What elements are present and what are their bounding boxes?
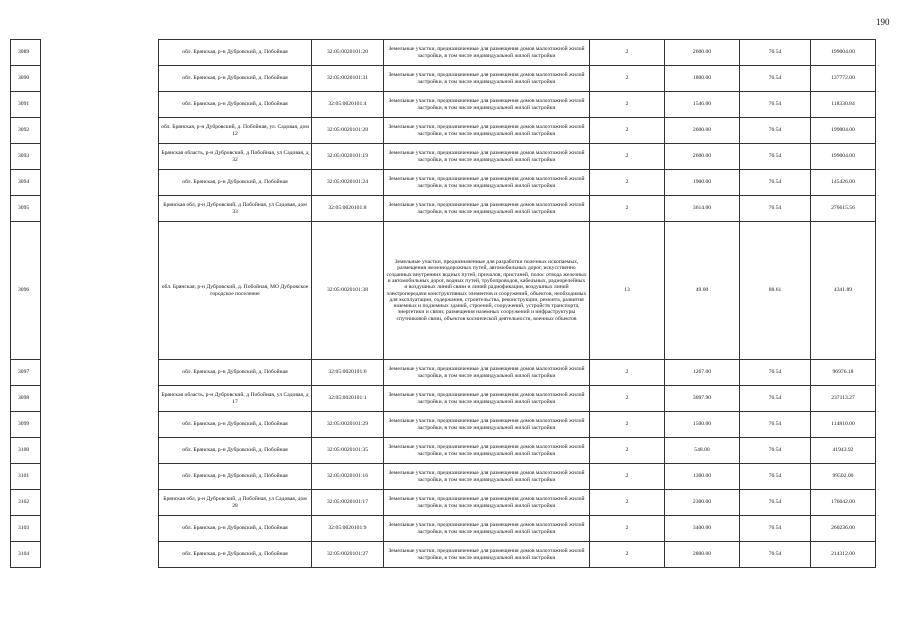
cadastral-number-cell: 32:05:0020101:20: [312, 40, 384, 66]
area-cell: 2300.00: [665, 490, 740, 516]
specific-value-cell: 76.54: [740, 170, 811, 196]
area-cell: 2600.00: [665, 118, 740, 144]
cadastral-number-cell: 32:05:0020101:9: [312, 516, 384, 542]
area-cell: 3400.00: [665, 516, 740, 542]
cadastral-value-cell: 118330.84: [811, 92, 876, 118]
specific-value-cell: 76.54: [740, 40, 811, 66]
specific-value-cell: 76.54: [740, 438, 811, 464]
address-cell: обл. Брянская, р-н Дубровский, д. Побойная: [159, 92, 312, 118]
row-number-cell: 3090: [11, 66, 41, 92]
area-cell: 2800.00: [665, 542, 740, 568]
permitted-use-cell: Земельные участки, предназначенные для размещения домов малоэтажной жилой застройки, в том числе индивидуальной жилой застройки: [384, 40, 590, 66]
table-row: [11, 92, 876, 118]
area-cell: 1267.00: [665, 360, 740, 386]
table-row: [11, 386, 876, 412]
cadastral-value-cell: 99502.00: [811, 464, 876, 490]
address-cell: обл. Брянская, р-н Дубровский, д. Побойная: [159, 542, 312, 568]
table-row: [11, 222, 876, 360]
land-use-group-cell: 2: [590, 516, 665, 542]
row-number-cell: 3098: [11, 386, 41, 412]
table-row: [11, 118, 876, 144]
permitted-use-cell: Земельные участки, предназначенные для размещения домов малоэтажной жилой застройки, в том числе индивидуальной жилой застройки: [384, 516, 590, 542]
specific-value-cell: 76.54: [740, 464, 811, 490]
cadastral-value-cell: 41943.92: [811, 438, 876, 464]
blank-gap-cell: [41, 170, 159, 196]
cadastral-number-cell: 32:05:0020101:8: [312, 196, 384, 222]
page-number: 190: [876, 17, 890, 27]
area-cell: 548.00: [665, 438, 740, 464]
table-row: [11, 170, 876, 196]
cadastral-value-cell: 276615.56: [811, 196, 876, 222]
row-number-cell: 3089: [11, 40, 41, 66]
permitted-use-cell: Земельные участки, предназначенные для разработки полезных ископаемых, размещения железнодорожных путей, автомобильных дорог, искусственно созданных внутренних водных путей, причалов, пристаней, полос отвода железных и автомобильных дорог, водных путей, трубопроводов, кабельных, радиорелейных и воздушных линий связи и линий радиофикации, воздушных линий электропередачи конструктивных элементов и сооружений, объектов, необходимых для эксплуатации, содержания, строительства, реконструкции, ремонта, развития наземных и подземных зданий, строений, сооружений, устройств транспорта, энергетики и связи; размещения наземных сооружений и инфраструктуры спутниковой связи, объектов космической деятельности, военных объектов: [384, 222, 590, 360]
table-row: [11, 360, 876, 386]
address-cell: Брянская обл, р-н Дубровский, д Побойная, ул Садовая, дом 28: [159, 490, 312, 516]
row-number-cell: 3104: [11, 542, 41, 568]
permitted-use-cell: Земельные участки, предназначенные для размещения домов малоэтажной жилой застройки, в том числе индивидуальной жилой застройки: [384, 360, 590, 386]
address-cell: Брянская область, р-н Дубровский, д Побойная, ул Садовая, д 32: [159, 144, 312, 170]
cadastral-number-cell: 32:05:0020101:16: [312, 464, 384, 490]
address-cell: Брянская обл, р-н Дубровский, д Побойная, ул Садовая, дом 33: [159, 196, 312, 222]
blank-gap-cell: [41, 196, 159, 222]
specific-value-cell: 88.61: [740, 222, 811, 360]
blank-gap-cell: [41, 516, 159, 542]
land-use-group-cell: 2: [590, 490, 665, 516]
land-use-group-cell: 2: [590, 542, 665, 568]
cadastral-value-cell: 214312.00: [811, 542, 876, 568]
table-row: [11, 412, 876, 438]
blank-gap-cell: [41, 144, 159, 170]
row-number-cell: 3102: [11, 490, 41, 516]
specific-value-cell: 76.54: [740, 196, 811, 222]
row-number-cell: 3093: [11, 144, 41, 170]
row-number-cell: 3092: [11, 118, 41, 144]
cadastral-number-cell: 32:05:0020101:6: [312, 360, 384, 386]
table-row: [11, 40, 876, 66]
address-cell: обл. Брянская, р-н Дубровский, д. Побойная: [159, 412, 312, 438]
address-cell: обл. Брянская, р-н Дубровский, д. Побойная: [159, 464, 312, 490]
row-number-cell: 3094: [11, 170, 41, 196]
cadastral-number-cell: 32:05:0020101:4: [312, 92, 384, 118]
cadastral-value-cell: 176042.00: [811, 490, 876, 516]
permitted-use-cell: Земельные участки, предназначенные для размещения домов малоэтажной жилой застройки, в том числе индивидуальной жилой застройки: [384, 170, 590, 196]
specific-value-cell: 76.54: [740, 490, 811, 516]
specific-value-cell: 76.54: [740, 66, 811, 92]
specific-value-cell: 76.54: [740, 144, 811, 170]
cadastral-value-cell: 96976.18: [811, 360, 876, 386]
area-cell: 1900.00: [665, 170, 740, 196]
address-cell: обл. Брянская, р-н Дубровский, д. Побойная: [159, 438, 312, 464]
table-row: [11, 464, 876, 490]
cadastral-number-cell: 32:05:0020101:29: [312, 412, 384, 438]
cadastral-number-cell: 32:05:0020101:17: [312, 490, 384, 516]
address-cell: обл. Брянская, р-н Дубровский, д. Побойная: [159, 360, 312, 386]
area-cell: 1500.00: [665, 412, 740, 438]
permitted-use-cell: Земельные участки, предназначенные для размещения домов малоэтажной жилой застройки, в том числе индивидуальной жилой застройки: [384, 490, 590, 516]
row-number-cell: 3096: [11, 222, 41, 360]
permitted-use-cell: Земельные участки, предназначенные для размещения домов малоэтажной жилой застройки, в том числе индивидуальной жилой застройки: [384, 118, 590, 144]
land-use-group-cell: 2: [590, 412, 665, 438]
area-cell: 1546.00: [665, 92, 740, 118]
permitted-use-cell: Земельные участки, предназначенные для размещения домов малоэтажной жилой застройки, в том числе индивидуальной жилой застройки: [384, 386, 590, 412]
permitted-use-cell: Земельные участки, предназначенные для размещения домов малоэтажной жилой застройки, в том числе индивидуальной жилой застройки: [384, 92, 590, 118]
table-row: [11, 196, 876, 222]
row-number-cell: 3103: [11, 516, 41, 542]
address-cell: Брянская область, р-н Дубровский, д Побойная, ул Садовая, д 17: [159, 386, 312, 412]
permitted-use-cell: Земельные участки, предназначенные для размещения домов малоэтажной жилой застройки, в том числе индивидуальной жилой застройки: [384, 144, 590, 170]
table-row: [11, 438, 876, 464]
land-use-group-cell: 2: [590, 92, 665, 118]
blank-gap-cell: [41, 464, 159, 490]
cadastral-value-cell: 199004.00: [811, 144, 876, 170]
land-use-group-cell: 2: [590, 464, 665, 490]
row-number-cell: 3091: [11, 92, 41, 118]
area-cell: 1800.00: [665, 66, 740, 92]
cadastral-value-cell: 199004.00: [811, 40, 876, 66]
cadastral-value-cell: 237113.27: [811, 386, 876, 412]
land-use-group-cell: 2: [590, 144, 665, 170]
cadastral-value-cell: 260236.00: [811, 516, 876, 542]
blank-gap-cell: [41, 40, 159, 66]
row-number-cell: 3095: [11, 196, 41, 222]
permitted-use-cell: Земельные участки, предназначенные для размещения домов малоэтажной жилой застройки, в том числе индивидуальной жилой застройки: [384, 464, 590, 490]
blank-gap-cell: [41, 438, 159, 464]
cadastral-value-cell: 145426.00: [811, 170, 876, 196]
area-cell: 3614.00: [665, 196, 740, 222]
land-use-group-cell: 2: [590, 170, 665, 196]
cadastral-value-table: [10, 39, 876, 568]
cadastral-value-cell: 114810.00: [811, 412, 876, 438]
blank-gap-cell: [41, 490, 159, 516]
land-use-group-cell: 2: [590, 66, 665, 92]
cadastral-number-cell: 32:05:0020101:1: [312, 386, 384, 412]
specific-value-cell: 76.54: [740, 118, 811, 144]
land-use-group-cell: 13: [590, 222, 665, 360]
area-cell: 49.00: [665, 222, 740, 360]
cadastral-value-cell: 137772.00: [811, 66, 876, 92]
cadastral-number-cell: 32:05:0020101:19: [312, 144, 384, 170]
permitted-use-cell: Земельные участки, предназначенные для размещения домов малоэтажной жилой застройки, в том числе индивидуальной жилой застройки: [384, 438, 590, 464]
specific-value-cell: 76.54: [740, 516, 811, 542]
land-use-group-cell: 2: [590, 386, 665, 412]
permitted-use-cell: Земельные участки, предназначенные для размещения домов малоэтажной жилой застройки, в том числе индивидуальной жилой застройки: [384, 542, 590, 568]
table-row: [11, 66, 876, 92]
cadastral-number-cell: 32:05:0020101:27: [312, 542, 384, 568]
cadastral-number-cell: 32:05:0020101:31: [312, 66, 384, 92]
blank-gap-cell: [41, 222, 159, 360]
address-cell: обл. Брянская, р-н Дубровский, д. Побойная, МО Дубровское городское поселение: [159, 222, 312, 360]
blank-gap-cell: [41, 386, 159, 412]
specific-value-cell: 76.54: [740, 360, 811, 386]
cadastral-number-cell: 32:05:0020101:28: [312, 118, 384, 144]
land-use-group-cell: 2: [590, 40, 665, 66]
address-cell: обл. Брянская, р-н Дубровский, д. Побойная: [159, 170, 312, 196]
table-row: [11, 516, 876, 542]
land-use-group-cell: 2: [590, 196, 665, 222]
area-cell: 2600.00: [665, 40, 740, 66]
table-row: [11, 542, 876, 568]
blank-gap-cell: [41, 412, 159, 438]
area-cell: 2600.00: [665, 144, 740, 170]
table-row: [11, 490, 876, 516]
specific-value-cell: 76.54: [740, 542, 811, 568]
blank-gap-cell: [41, 542, 159, 568]
row-number-cell: 3100: [11, 438, 41, 464]
cadastral-number-cell: 32:05:0020101:24: [312, 170, 384, 196]
blank-gap-cell: [41, 118, 159, 144]
specific-value-cell: 76.54: [740, 92, 811, 118]
area-cell: 3097.90: [665, 386, 740, 412]
cadastral-number-cell: 32:05:0020101:38: [312, 222, 384, 360]
permitted-use-cell: Земельные участки, предназначенные для размещения домов малоэтажной жилой застройки, в том числе индивидуальной жилой застройки: [384, 66, 590, 92]
cadastral-value-cell: 199004.00: [811, 118, 876, 144]
address-cell: обл. Брянская, р-н Дубровский, д. Побойная: [159, 516, 312, 542]
permitted-use-cell: Земельные участки, предназначенные для размещения домов малоэтажной жилой застройки, в том числе индивидуальной жилой застройки: [384, 196, 590, 222]
row-number-cell: 3097: [11, 360, 41, 386]
specific-value-cell: 76.54: [740, 386, 811, 412]
row-number-cell: 3101: [11, 464, 41, 490]
table-body: [11, 40, 876, 568]
table-row: [11, 144, 876, 170]
land-use-group-cell: 2: [590, 360, 665, 386]
row-number-cell: 3099: [11, 412, 41, 438]
address-cell: обл. Брянская, р-н Дубровский, д. Побойная, ул. Садовая, дом 12: [159, 118, 312, 144]
cadastral-value-cell: 4341.89: [811, 222, 876, 360]
address-cell: обл. Брянская, р-н Дубровский, д. Побойная: [159, 66, 312, 92]
area-cell: 1300.00: [665, 464, 740, 490]
permitted-use-cell: Земельные участки, предназначенные для размещения домов малоэтажной жилой застройки, в том числе индивидуальной жилой застройки: [384, 412, 590, 438]
blank-gap-cell: [41, 92, 159, 118]
blank-gap-cell: [41, 66, 159, 92]
land-use-group-cell: 2: [590, 118, 665, 144]
blank-gap-cell: [41, 360, 159, 386]
cadastral-number-cell: 32:05:0020101:35: [312, 438, 384, 464]
address-cell: обл. Брянская, р-н Дубровский, д. Побойная: [159, 40, 312, 66]
specific-value-cell: 76.54: [740, 412, 811, 438]
land-use-group-cell: 2: [590, 438, 665, 464]
